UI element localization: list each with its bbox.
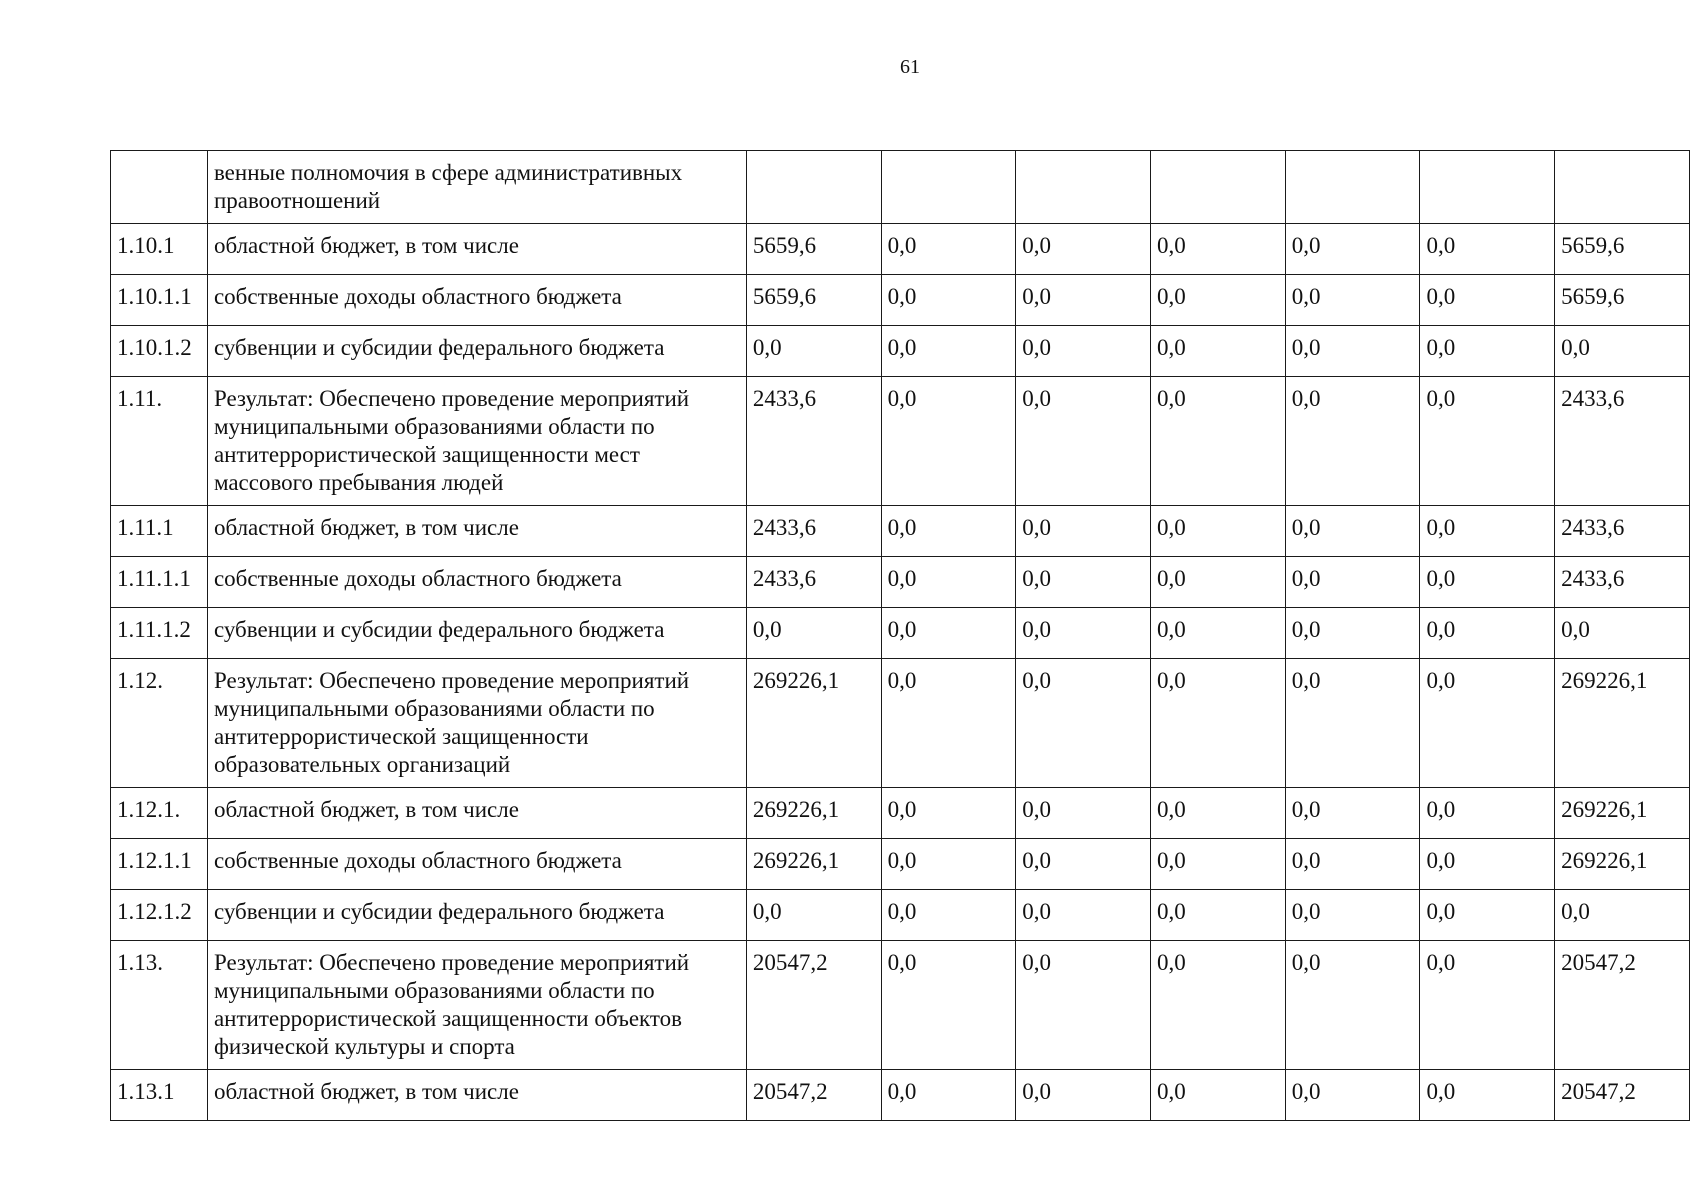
row-value-7: 269226,1	[1555, 788, 1690, 839]
row-value-5: 0,0	[1285, 941, 1420, 1070]
row-value-1: 269226,1	[746, 839, 881, 890]
row-value-3: 0,0	[1016, 941, 1151, 1070]
row-value-3: 0,0	[1016, 506, 1151, 557]
row-code: 1.12.1.1	[111, 839, 208, 890]
row-value-6: 0,0	[1420, 890, 1555, 941]
row-value-3: 0,0	[1016, 788, 1151, 839]
table-row	[111, 224, 1690, 275]
row-value-2: 0,0	[881, 608, 1016, 659]
row-value-1: 20547,2	[746, 1070, 881, 1121]
row-value-2: 0,0	[881, 890, 1016, 941]
row-value-7: 5659,6	[1555, 224, 1690, 275]
row-value-7: 2433,6	[1555, 377, 1690, 506]
row-value-4: 0,0	[1151, 608, 1286, 659]
row-name: областной бюджет, в том числе	[207, 788, 746, 839]
row-value-4: 0,0	[1151, 506, 1286, 557]
row-value-7	[1555, 151, 1690, 224]
row-value-1: 0,0	[746, 326, 881, 377]
row-name: собственные доходы областного бюджета	[207, 275, 746, 326]
row-value-6: 0,0	[1420, 506, 1555, 557]
row-value-1: 0,0	[746, 608, 881, 659]
row-value-2: 0,0	[881, 224, 1016, 275]
row-name: субвенции и субсидии федерального бюджета	[207, 326, 746, 377]
row-name: Результат: Обеспечено проведение мероприятий муниципальными образованиями области по антитеррористической защищенности мест массового пребывания людей	[207, 377, 746, 506]
row-code: 1.12.1.2	[111, 890, 208, 941]
row-name: Результат: Обеспечено проведение мероприятий муниципальными образованиями области по антитеррористической защищенности образовательных организаций	[207, 659, 746, 788]
row-value-3: 0,0	[1016, 608, 1151, 659]
row-value-3: 0,0	[1016, 557, 1151, 608]
row-value-7: 2433,6	[1555, 506, 1690, 557]
row-value-4: 0,0	[1151, 890, 1286, 941]
row-name: собственные доходы областного бюджета	[207, 557, 746, 608]
row-value-6: 0,0	[1420, 1070, 1555, 1121]
row-value-7: 0,0	[1555, 890, 1690, 941]
table-row	[111, 1070, 1690, 1121]
row-value-5: 0,0	[1285, 275, 1420, 326]
row-name: субвенции и субсидии федерального бюджета	[207, 890, 746, 941]
row-code: 1.10.1.2	[111, 326, 208, 377]
row-value-4: 0,0	[1151, 941, 1286, 1070]
row-value-3: 0,0	[1016, 839, 1151, 890]
row-code	[111, 151, 208, 224]
row-code: 1.11.1	[111, 506, 208, 557]
table-row	[111, 506, 1690, 557]
row-value-1: 0,0	[746, 890, 881, 941]
row-name: собственные доходы областного бюджета	[207, 839, 746, 890]
row-value-6: 0,0	[1420, 557, 1555, 608]
row-value-1: 2433,6	[746, 506, 881, 557]
row-value-5: 0,0	[1285, 788, 1420, 839]
row-value-1: 5659,6	[746, 224, 881, 275]
row-value-3: 0,0	[1016, 1070, 1151, 1121]
row-value-7: 20547,2	[1555, 1070, 1690, 1121]
row-value-1: 20547,2	[746, 941, 881, 1070]
row-value-5: 0,0	[1285, 506, 1420, 557]
row-value-1	[746, 151, 881, 224]
row-value-1: 269226,1	[746, 659, 881, 788]
row-code: 1.12.	[111, 659, 208, 788]
table-row	[111, 557, 1690, 608]
table-row	[111, 839, 1690, 890]
row-value-5: 0,0	[1285, 839, 1420, 890]
row-code: 1.11.1.2	[111, 608, 208, 659]
row-name: областной бюджет, в том числе	[207, 506, 746, 557]
table-row	[111, 377, 1690, 506]
row-value-2: 0,0	[881, 275, 1016, 326]
row-code: 1.13.1	[111, 1070, 208, 1121]
table-row	[111, 941, 1690, 1070]
row-value-6: 0,0	[1420, 326, 1555, 377]
row-value-4: 0,0	[1151, 1070, 1286, 1121]
row-name: областной бюджет, в том числе	[207, 224, 746, 275]
row-code: 1.13.	[111, 941, 208, 1070]
row-value-6: 0,0	[1420, 608, 1555, 659]
row-value-6: 0,0	[1420, 275, 1555, 326]
row-value-2: 0,0	[881, 557, 1016, 608]
table-row	[111, 326, 1690, 377]
row-value-7: 5659,6	[1555, 275, 1690, 326]
row-value-2: 0,0	[881, 1070, 1016, 1121]
row-value-7: 269226,1	[1555, 659, 1690, 788]
row-value-2	[881, 151, 1016, 224]
row-value-3: 0,0	[1016, 224, 1151, 275]
budget-table	[110, 150, 1690, 1121]
row-value-2: 0,0	[881, 506, 1016, 557]
row-value-6: 0,0	[1420, 224, 1555, 275]
table-row	[111, 788, 1690, 839]
row-value-4: 0,0	[1151, 275, 1286, 326]
row-value-4	[1151, 151, 1286, 224]
row-value-7: 2433,6	[1555, 557, 1690, 608]
row-value-5: 0,0	[1285, 890, 1420, 941]
table-row	[111, 151, 1690, 224]
row-value-1: 2433,6	[746, 377, 881, 506]
row-value-6: 0,0	[1420, 788, 1555, 839]
row-value-1: 269226,1	[746, 788, 881, 839]
row-value-1: 2433,6	[746, 557, 881, 608]
row-name: областной бюджет, в том числе	[207, 1070, 746, 1121]
row-value-4: 0,0	[1151, 557, 1286, 608]
row-code: 1.10.1	[111, 224, 208, 275]
row-name: венные полномочия в сфере административных правоотношений	[207, 151, 746, 224]
row-value-7: 269226,1	[1555, 839, 1690, 890]
row-value-5: 0,0	[1285, 326, 1420, 377]
row-value-6: 0,0	[1420, 377, 1555, 506]
row-value-6: 0,0	[1420, 659, 1555, 788]
row-value-2: 0,0	[881, 377, 1016, 506]
row-value-5: 0,0	[1285, 1070, 1420, 1121]
table-row	[111, 659, 1690, 788]
row-value-5: 0,0	[1285, 608, 1420, 659]
row-value-5	[1285, 151, 1420, 224]
row-value-3: 0,0	[1016, 890, 1151, 941]
row-value-2: 0,0	[881, 839, 1016, 890]
row-value-7: 20547,2	[1555, 941, 1690, 1070]
table-row	[111, 275, 1690, 326]
table-body	[111, 151, 1690, 1121]
row-value-3: 0,0	[1016, 275, 1151, 326]
row-value-3: 0,0	[1016, 326, 1151, 377]
row-value-1: 5659,6	[746, 275, 881, 326]
row-value-4: 0,0	[1151, 377, 1286, 506]
row-value-5: 0,0	[1285, 557, 1420, 608]
row-value-2: 0,0	[881, 941, 1016, 1070]
row-code: 1.11.	[111, 377, 208, 506]
page-number: 61	[900, 56, 920, 78]
row-code: 1.11.1.1	[111, 557, 208, 608]
row-value-4: 0,0	[1151, 788, 1286, 839]
row-value-7: 0,0	[1555, 608, 1690, 659]
row-code: 1.10.1.1	[111, 275, 208, 326]
row-value-6	[1420, 151, 1555, 224]
row-value-4: 0,0	[1151, 839, 1286, 890]
row-value-2: 0,0	[881, 788, 1016, 839]
row-value-6: 0,0	[1420, 941, 1555, 1070]
row-name: субвенции и субсидии федерального бюджета	[207, 608, 746, 659]
row-value-3	[1016, 151, 1151, 224]
row-value-2: 0,0	[881, 326, 1016, 377]
row-value-5: 0,0	[1285, 224, 1420, 275]
row-value-2: 0,0	[881, 659, 1016, 788]
row-code: 1.12.1.	[111, 788, 208, 839]
row-value-7: 0,0	[1555, 326, 1690, 377]
row-value-4: 0,0	[1151, 659, 1286, 788]
row-value-5: 0,0	[1285, 659, 1420, 788]
table-row	[111, 608, 1690, 659]
table-row	[111, 890, 1690, 941]
row-value-3: 0,0	[1016, 377, 1151, 506]
row-value-6: 0,0	[1420, 839, 1555, 890]
row-value-4: 0,0	[1151, 326, 1286, 377]
row-value-3: 0,0	[1016, 659, 1151, 788]
row-value-5: 0,0	[1285, 377, 1420, 506]
row-name: Результат: Обеспечено проведение мероприятий муниципальными образованиями области по антитеррористической защищенности объектов физической культуры и спорта	[207, 941, 746, 1070]
row-value-4: 0,0	[1151, 224, 1286, 275]
